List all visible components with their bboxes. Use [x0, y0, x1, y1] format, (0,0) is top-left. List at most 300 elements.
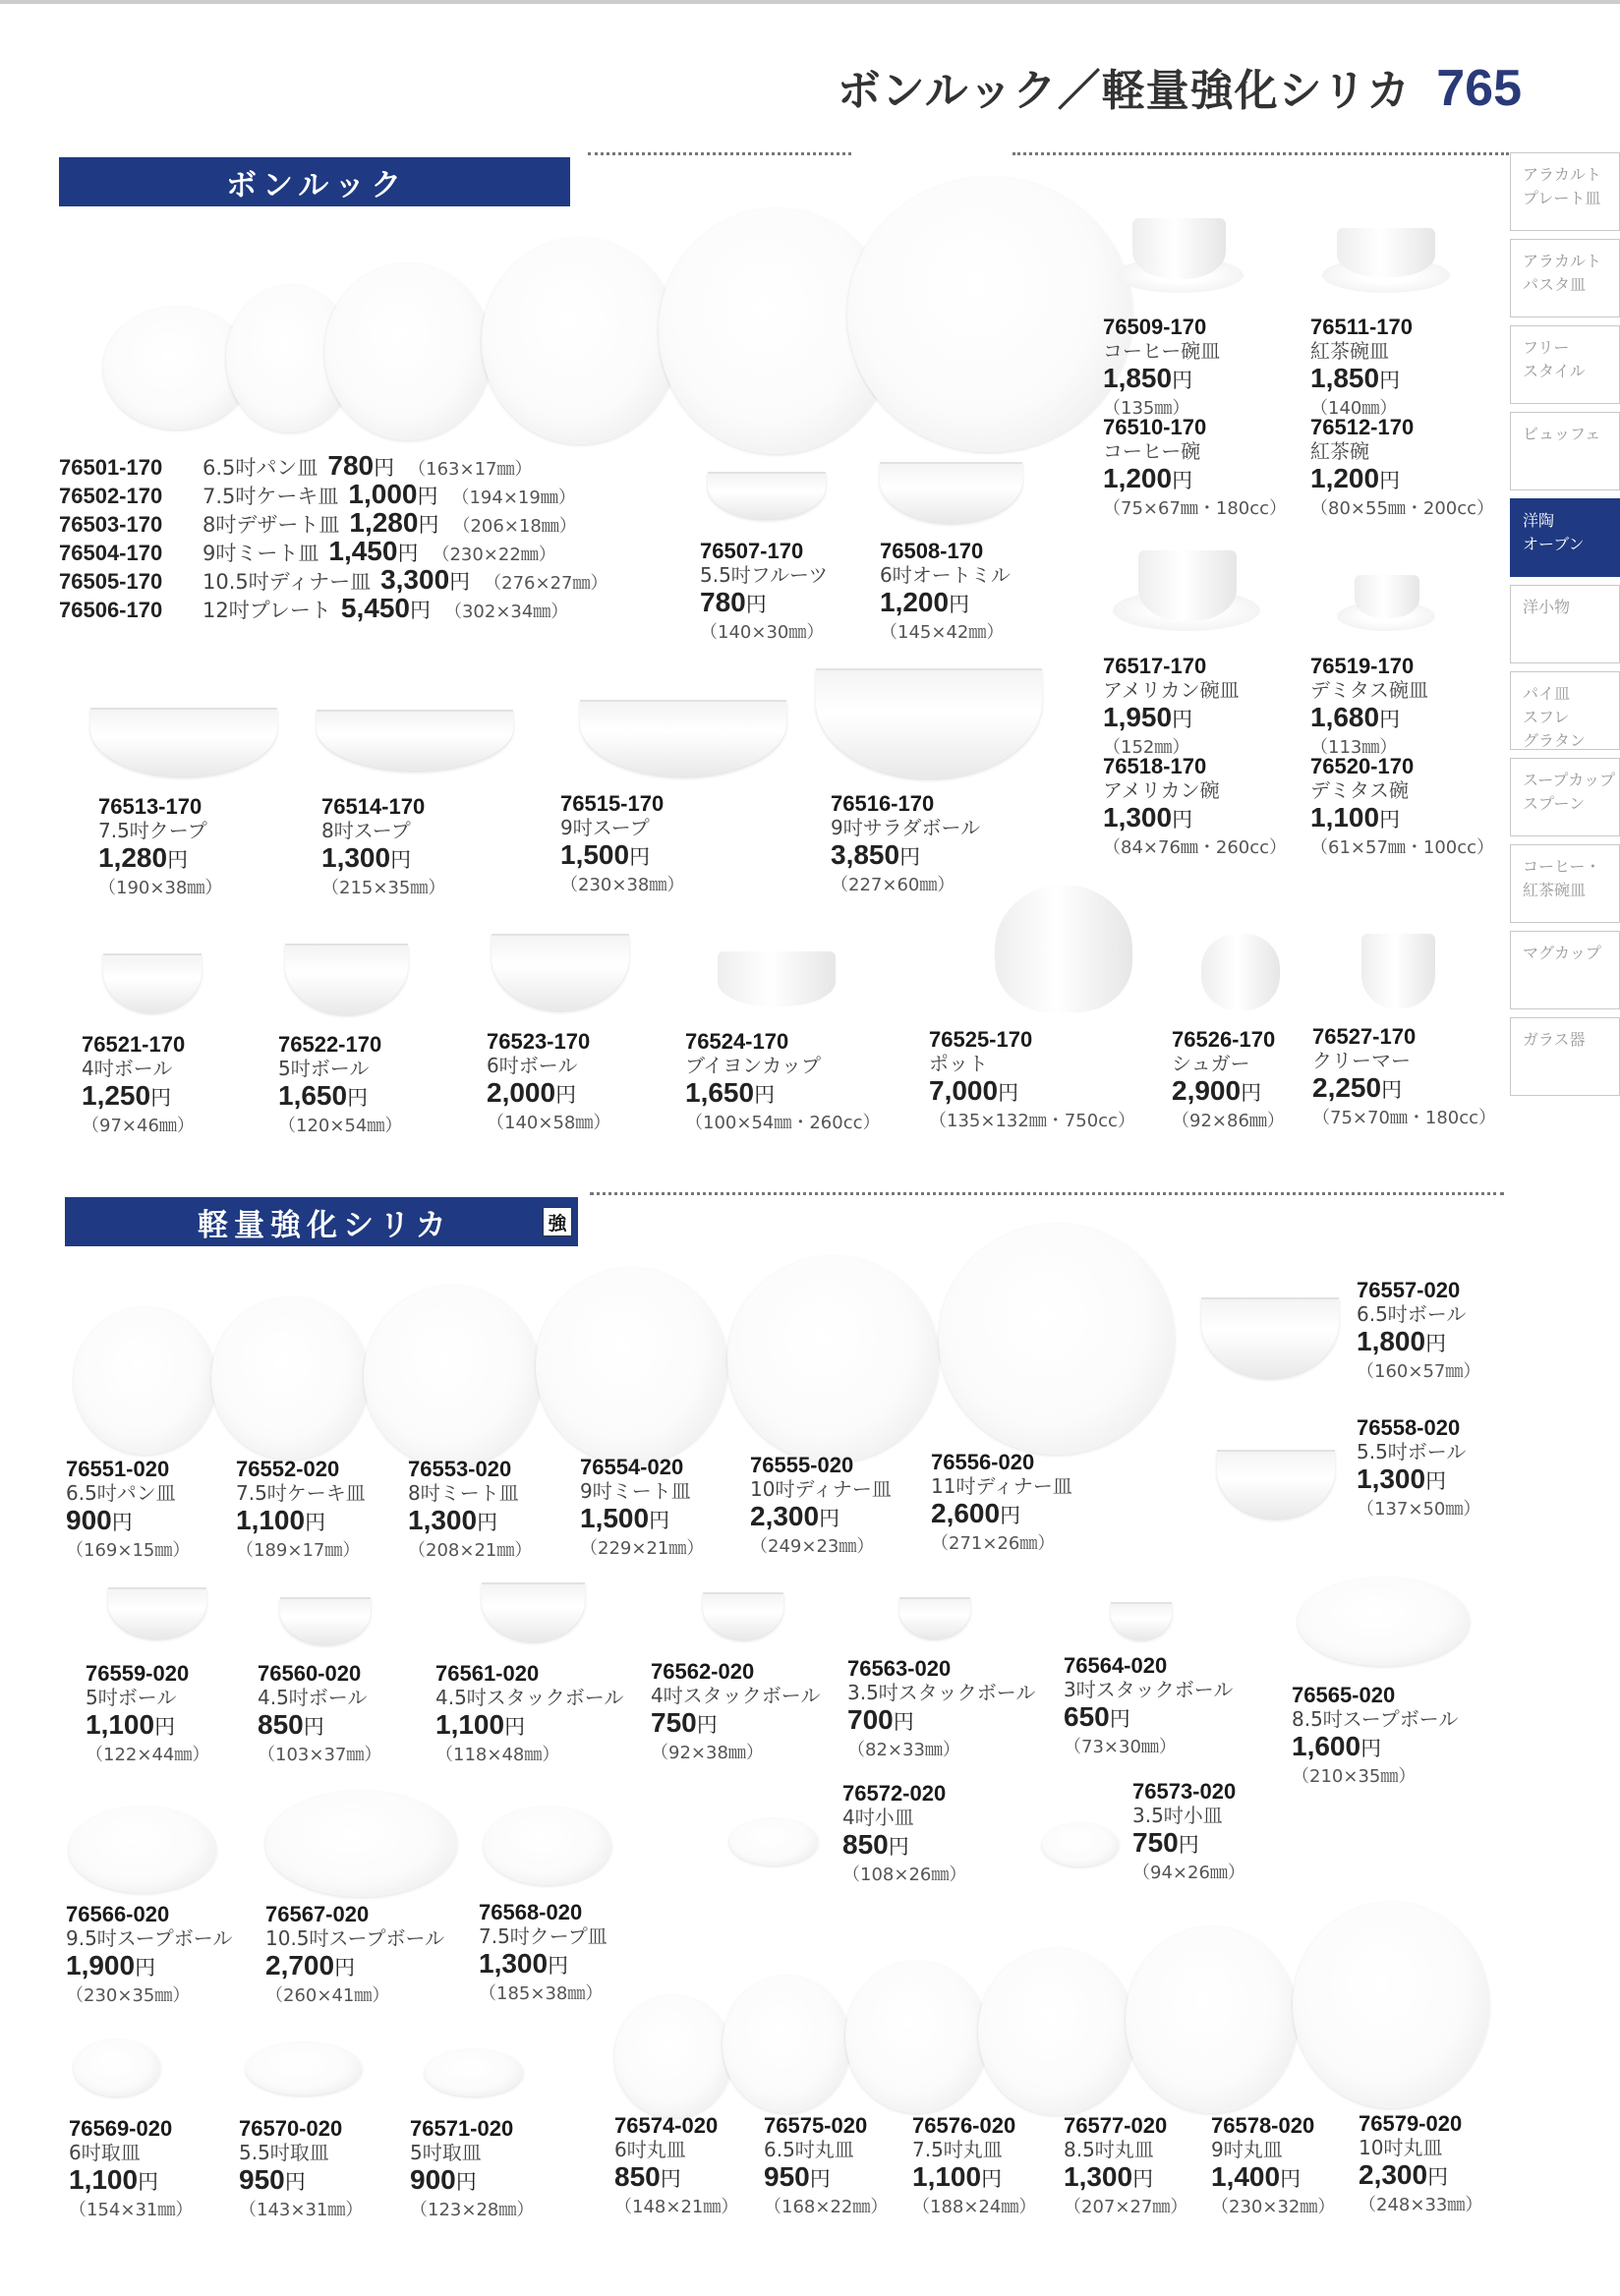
- product-size: （190×38㎜）: [98, 878, 223, 898]
- product-label: [764, 2113, 888, 2219]
- product-name: 6.5吋パン皿: [66, 1481, 176, 1505]
- product-yen: 円: [819, 1508, 840, 1530]
- product-price: 750: [1132, 1827, 1179, 1858]
- product-code: 76515-170: [560, 791, 665, 816]
- product-size: （169×15㎜）: [66, 1540, 191, 1561]
- cup-photo: [718, 951, 836, 1006]
- plate-photo: [727, 1256, 939, 1463]
- product-price-line: [1310, 803, 1494, 835]
- product-name: ポット: [929, 1052, 988, 1075]
- product-yen: 円: [417, 485, 438, 508]
- product-yen: 円: [397, 542, 419, 565]
- product-yen: 円: [1381, 1079, 1403, 1102]
- product-name: 10吋ディナー皿: [750, 1477, 892, 1501]
- plate-photo: [845, 1961, 988, 2113]
- product-code: 76518-170: [1103, 754, 1207, 778]
- plate-photo: [939, 1224, 1175, 1455]
- plate-photo: [482, 238, 678, 444]
- product-name: 6.5吋パン皿: [202, 456, 318, 480]
- product-name: 5吋ボール: [278, 1057, 370, 1080]
- product-name: クリーマー: [1312, 1049, 1411, 1072]
- product-price: 1,850: [1103, 363, 1173, 393]
- product-yen: 円: [284, 2171, 306, 2194]
- product-label: [1103, 654, 1240, 760]
- product-yen: 円: [696, 1714, 718, 1737]
- plate-photo: [723, 1976, 850, 2113]
- product-code: 76576-020: [912, 2113, 1016, 2138]
- product-yen: 円: [1379, 470, 1401, 492]
- product-name: 4.5吋ボール: [258, 1686, 368, 1709]
- product-yen: 円: [548, 1955, 569, 1978]
- product-price: 1,100: [69, 2164, 139, 2195]
- product-name: 5.5吋フルーツ: [700, 563, 829, 587]
- product-size: （160×57㎜）: [1357, 1361, 1481, 1382]
- product-price: 780: [700, 587, 746, 617]
- product-size: （271×26㎜）: [931, 1533, 1056, 1554]
- product-name: 9吋スープ: [560, 816, 650, 839]
- product-yen: 円: [754, 1084, 776, 1107]
- product-price: 1,100: [86, 1709, 155, 1740]
- product-code: 76563-020: [847, 1656, 952, 1681]
- product-name: 6吋丸皿: [614, 2138, 686, 2161]
- product-price-line: [847, 1705, 1035, 1738]
- product-yen: 円: [305, 1512, 326, 1534]
- product-yen: 円: [111, 1512, 133, 1534]
- product-yen: 円: [1172, 709, 1193, 731]
- bowl-photo: [1298, 1578, 1470, 1666]
- dotted-divider: [588, 152, 851, 155]
- product-label: [880, 539, 1011, 645]
- product-size: （210×35㎜）: [1292, 1766, 1417, 1787]
- product-price: 1,280: [349, 507, 419, 538]
- product-yen: 円: [949, 594, 970, 616]
- product-label: [1310, 315, 1413, 421]
- product-name: 10吋丸皿: [1359, 2136, 1443, 2159]
- product-code: 76562-020: [651, 1659, 755, 1684]
- product-size: （215×35㎜）: [321, 878, 446, 898]
- product-code: 76516-170: [831, 791, 935, 816]
- product-name: コーヒー碗皿: [1103, 339, 1221, 363]
- product-price: 900: [66, 1505, 112, 1535]
- product-price-line: [69, 2165, 193, 2198]
- product-label: [66, 1457, 190, 1563]
- product-yen: 円: [477, 1512, 498, 1534]
- side-tab[interactable]: 洋小物: [1510, 585, 1620, 663]
- product-price: 850: [614, 2161, 661, 2192]
- product-code: 76524-170: [685, 1029, 789, 1054]
- product-code: 76507-170: [700, 539, 804, 563]
- product-name: シュガー: [1172, 1052, 1250, 1075]
- product-price: 2,250: [1312, 1072, 1382, 1103]
- product-price: 1,850: [1310, 363, 1380, 393]
- product-yen: 円: [135, 1957, 156, 1980]
- dish-photo: [1042, 1823, 1119, 1866]
- side-tab[interactable]: アラカルト プレート皿: [1510, 152, 1620, 231]
- product-price-line: [239, 2165, 363, 2198]
- product-price: 780: [327, 450, 375, 481]
- product-code: 76560-020: [258, 1661, 362, 1686]
- product-name: 5.5吋取皿: [239, 2141, 329, 2164]
- product-price: 2,300: [750, 1501, 820, 1531]
- product-name: 3.5吋小皿: [1132, 1804, 1223, 1827]
- product-price: 1,500: [580, 1503, 650, 1533]
- product-yen: 円: [1427, 2166, 1449, 2189]
- product-price-line: [1357, 1327, 1480, 1359]
- product-size: （145×42㎜）: [880, 622, 1005, 643]
- product-price: 1,650: [278, 1080, 348, 1111]
- product-size: （73×30㎜）: [1064, 1737, 1177, 1757]
- product-name: 紅茶碗皿: [1310, 339, 1389, 363]
- side-tab[interactable]: コーヒー・ 紅茶碗皿: [1510, 844, 1620, 923]
- product-yen: 円: [504, 1716, 526, 1739]
- product-size: （100×54㎜・260cc）: [685, 1113, 881, 1133]
- product-price-line: [1310, 464, 1494, 496]
- bowl-photo: [1111, 1602, 1172, 1639]
- bowl-photo: [708, 472, 826, 519]
- product-price: 1,200: [1103, 463, 1173, 493]
- product-code: 76571-020: [410, 2116, 514, 2141]
- side-tab[interactable]: ビュッフェ: [1510, 412, 1620, 490]
- product-price: 1,100: [1310, 802, 1380, 832]
- side-tab[interactable]: スープカップ スプーン: [1510, 758, 1620, 836]
- product-code: 76570-020: [239, 2116, 343, 2141]
- product-yen: 円: [1172, 370, 1193, 392]
- product-price-line: [842, 1830, 966, 1863]
- product-size: （135㎜）: [1103, 398, 1190, 419]
- side-tab[interactable]: マグカップ: [1510, 931, 1620, 1009]
- product-price: 2,000: [487, 1077, 556, 1108]
- product-size: （207×27㎜）: [1064, 2197, 1188, 2217]
- dish-photo: [425, 2049, 523, 2096]
- plate-photo: [74, 1307, 216, 1455]
- product-size: （185×38㎜）: [479, 1983, 604, 2004]
- product-price: 950: [239, 2164, 285, 2195]
- product-label: [1292, 1683, 1458, 1789]
- side-tab[interactable]: パイ皿 スフレ グラタン: [1510, 671, 1620, 750]
- product-name: 9吋ミート皿: [202, 542, 319, 565]
- product-price: 1,250: [82, 1080, 151, 1111]
- product-code: 76564-020: [1064, 1653, 1168, 1678]
- product-price-line: [1359, 2160, 1482, 2193]
- product-name: コーヒー碗: [1103, 439, 1201, 463]
- product-price: 3,300: [380, 564, 450, 595]
- product-code: 76517-170: [1103, 654, 1207, 678]
- product-size: （103×37㎜）: [258, 1745, 382, 1765]
- product-yen: 円: [1172, 470, 1193, 492]
- product-label: [842, 1781, 966, 1887]
- product-name: 7.5吋クープ: [98, 819, 207, 842]
- product-yen: 円: [334, 1957, 356, 1980]
- product-name: 7.5吋ケーキ皿: [202, 485, 339, 508]
- section-band-silica: [65, 1197, 578, 1246]
- product-price-line: [1064, 1702, 1233, 1735]
- product-code: 76553-020: [408, 1457, 512, 1481]
- product-price-line: [764, 2162, 888, 2195]
- product-label: [651, 1659, 820, 1765]
- page-header: [838, 55, 1522, 118]
- dish-photo: [246, 2042, 362, 2095]
- product-price-line: [278, 1081, 402, 1114]
- product-price-line: [479, 1949, 608, 1981]
- product-code: 76566-020: [66, 1902, 170, 1926]
- bowl-photo: [103, 953, 202, 1012]
- product-yen: 円: [154, 1716, 176, 1739]
- product-price-line: [651, 1708, 820, 1741]
- product-price: 900: [410, 2164, 456, 2195]
- cup-photo: [1138, 550, 1237, 621]
- product-price-line: [1132, 1828, 1245, 1861]
- product-price: 1,300: [1064, 2161, 1133, 2192]
- product-label: [435, 1661, 623, 1767]
- side-tabs: [1510, 152, 1620, 1104]
- product-label: [1310, 754, 1494, 860]
- sugar-photo: [1201, 934, 1280, 1010]
- product-code: 76522-170: [278, 1032, 382, 1057]
- side-tab[interactable]: アラカルト パスタ皿: [1510, 239, 1620, 317]
- page-title: ボンルック／軽量強化シリカ: [837, 66, 1412, 116]
- product-name: 5.5吋ボール: [1357, 1440, 1467, 1464]
- product-size: （94×26㎜）: [1132, 1863, 1245, 1883]
- product-price-line: [700, 588, 828, 620]
- product-price: 950: [764, 2161, 810, 2192]
- product-size: （154×31㎜）: [69, 2200, 194, 2220]
- dotted-divider: [590, 1192, 1504, 1195]
- section-title: 軽量強化シリカ: [198, 1207, 452, 1243]
- product-price: 850: [258, 1709, 304, 1740]
- product-price-line: [408, 1506, 532, 1538]
- plate-photo: [1293, 1902, 1489, 2108]
- bowl-photo: [280, 1597, 371, 1644]
- product-size: （82×33㎜）: [847, 1740, 960, 1760]
- product-yen: 円: [1360, 1738, 1382, 1760]
- product-price-line: [82, 1081, 195, 1114]
- product-yen: 円: [1132, 2168, 1154, 2191]
- side-tab[interactable]: 洋陶 オーブン: [1510, 498, 1620, 577]
- product-name: 10.5吋ディナー皿: [202, 570, 372, 594]
- product-code: 76558-020: [1357, 1415, 1461, 1440]
- product-label: [1312, 1024, 1496, 1130]
- product-name: 4.5吋スタックボール: [435, 1686, 624, 1709]
- product-yen: 円: [418, 513, 439, 537]
- product-code: 76520-170: [1310, 754, 1415, 778]
- product-price-line: [1310, 364, 1413, 396]
- product-yen: 円: [1109, 1708, 1130, 1731]
- product-price: 1,650: [685, 1077, 755, 1108]
- product-size: （80×55㎜・200cc）: [1310, 498, 1495, 519]
- product-yen: 円: [167, 849, 189, 872]
- product-name: 3.5吋スタックボール: [847, 1681, 1036, 1704]
- product-price-line: [321, 843, 445, 876]
- product-yen: 円: [888, 1836, 909, 1859]
- product-name: 4吋スタックボール: [651, 1684, 821, 1707]
- product-price-line: [1064, 2162, 1187, 2195]
- product-yen: 円: [1000, 1505, 1021, 1527]
- product-price: 1,600: [1292, 1731, 1361, 1761]
- product-price-line: [929, 1076, 1135, 1109]
- product-price: 2,300: [1359, 2159, 1428, 2190]
- product-size: （75×67㎜・180cc）: [1103, 498, 1288, 519]
- product-name: 4吋小皿: [842, 1806, 914, 1829]
- product-price-line: [1103, 364, 1220, 396]
- dish-photo: [729, 1818, 818, 1866]
- product-size: （140㎜）: [1310, 398, 1398, 419]
- list-item: [59, 593, 568, 622]
- top-rule: [0, 0, 1620, 4]
- product-price: 1,950: [1103, 702, 1173, 732]
- product-size: （75×70㎜・180cc）: [1312, 1108, 1497, 1128]
- product-price-line: [265, 1951, 444, 1983]
- product-price: 1,900: [66, 1950, 136, 1980]
- strength-badge: 強: [543, 1207, 572, 1236]
- product-code: 76521-170: [82, 1032, 186, 1057]
- product-label: [1064, 2113, 1187, 2219]
- product-name: 10.5吋スープボール: [265, 1926, 445, 1950]
- product-size: （249×23㎜）: [750, 1536, 875, 1557]
- product-label: [1310, 654, 1428, 760]
- product-code: 76509-170: [1103, 315, 1207, 339]
- product-code: 76503-170: [59, 512, 163, 537]
- pot-photo: [995, 885, 1132, 1012]
- product-name: ブイヨンカップ: [685, 1054, 821, 1077]
- product-label: [614, 2113, 738, 2219]
- cup-photo: [1337, 228, 1435, 277]
- product-size: （248×33㎜）: [1359, 2195, 1483, 2215]
- product-size: （97×46㎜）: [82, 1116, 195, 1136]
- product-code: 76514-170: [321, 794, 426, 819]
- product-price: 1,800: [1357, 1326, 1426, 1356]
- product-price-line: [66, 1506, 190, 1538]
- product-yen: 円: [374, 456, 395, 480]
- product-price: 2,600: [931, 1498, 1001, 1528]
- product-price-line: [1103, 703, 1240, 735]
- product-name: 9.5吋スープボール: [66, 1926, 233, 1950]
- product-yen: 円: [629, 846, 651, 869]
- product-size: （108×26㎜）: [842, 1865, 967, 1885]
- product-code: 76559-020: [86, 1661, 190, 1686]
- product-yen: 円: [1280, 2168, 1302, 2191]
- product-size: （230×35㎜）: [66, 1985, 191, 2006]
- product-price-line: [560, 840, 684, 873]
- side-tab[interactable]: ガラス器: [1510, 1017, 1620, 1096]
- product-price: 650: [1064, 1701, 1110, 1732]
- product-price-line: [685, 1078, 881, 1111]
- product-name: 8吋ミート皿: [408, 1481, 519, 1505]
- product-code: 76578-020: [1211, 2113, 1315, 2138]
- plate-photo: [1126, 1926, 1298, 2113]
- product-size: （123×28㎜）: [410, 2200, 535, 2220]
- product-price: 1,100: [435, 1709, 505, 1740]
- product-label: [321, 794, 445, 900]
- product-name: 9吋ミート皿: [580, 1479, 691, 1503]
- product-code: 76574-020: [614, 2113, 719, 2138]
- product-label: [929, 1027, 1135, 1133]
- plate-photo: [978, 1948, 1135, 2115]
- product-yen: 円: [1425, 1470, 1447, 1493]
- product-name: 7.5吋ケーキ皿: [236, 1481, 366, 1505]
- product-size: （137×50㎜）: [1357, 1499, 1481, 1520]
- product-size: （122×44㎜）: [86, 1745, 210, 1765]
- product-yen: 円: [899, 846, 921, 869]
- product-label: [847, 1656, 1035, 1762]
- product-code: 76556-020: [931, 1450, 1035, 1474]
- product-price: 7,000: [929, 1075, 999, 1106]
- product-code: 76551-020: [66, 1457, 170, 1481]
- list-item: [59, 479, 576, 508]
- bowl-photo: [816, 668, 1042, 778]
- product-size: （230×32㎜）: [1211, 2197, 1336, 2217]
- product-price: 5,450: [340, 593, 410, 623]
- product-label: [1064, 1653, 1233, 1759]
- product-yen: 円: [1425, 1333, 1447, 1355]
- product-label: [1172, 1027, 1285, 1133]
- product-yen: 円: [1241, 1082, 1262, 1105]
- product-price: 1,300: [408, 1505, 478, 1535]
- plate-photo: [324, 263, 492, 440]
- product-name: 8.5吋丸皿: [1064, 2138, 1154, 2161]
- product-size: （152㎜）: [1103, 737, 1190, 758]
- product-yen: 円: [981, 2168, 1003, 2191]
- product-price-line: [912, 2162, 1036, 2195]
- product-price-line: [236, 1506, 366, 1538]
- product-name: デミタス碗皿: [1310, 678, 1428, 702]
- product-label: [685, 1029, 881, 1135]
- product-price: 1,300: [479, 1948, 549, 1979]
- product-price: 850: [842, 1829, 889, 1860]
- list-item: [59, 507, 577, 537]
- product-price: 1,200: [880, 587, 950, 617]
- product-label: [66, 1902, 232, 2008]
- product-code: 76523-170: [487, 1029, 591, 1054]
- product-size: （168×22㎜）: [764, 2197, 889, 2217]
- product-name: 12吋プレート: [202, 599, 331, 622]
- bowl-photo: [580, 700, 786, 776]
- product-name: 6吋取皿: [69, 2141, 141, 2164]
- product-price-line: [1103, 464, 1287, 496]
- product-label: [912, 2113, 1036, 2219]
- product-name: 5吋取皿: [410, 2141, 482, 2164]
- product-label: [1211, 2113, 1335, 2219]
- product-name: 6吋オートミル: [880, 563, 1011, 587]
- product-yen: 円: [649, 1510, 670, 1532]
- product-price-line: [880, 588, 1011, 620]
- list-item: [59, 564, 608, 594]
- section-band-bonlook: [59, 157, 570, 206]
- product-code: 76511-170: [1310, 315, 1413, 339]
- product-code: 76512-170: [1310, 415, 1415, 439]
- product-label: [1357, 1415, 1480, 1521]
- page-number: 765: [1436, 60, 1522, 117]
- product-size: （230×38㎜）: [560, 875, 685, 895]
- product-size: （140×58㎜）: [487, 1113, 611, 1133]
- side-tab[interactable]: フリー スタイル: [1510, 325, 1620, 404]
- product-label: [831, 791, 980, 897]
- product-size: （92×38㎜）: [651, 1743, 764, 1763]
- product-name: 4吋ボール: [82, 1057, 173, 1080]
- product-label: [410, 2116, 534, 2222]
- product-label: [278, 1032, 402, 1138]
- product-price-line: [98, 843, 222, 876]
- product-price-line: [614, 2162, 738, 2195]
- product-code: 76505-170: [59, 569, 163, 594]
- plate-photo: [211, 1297, 369, 1460]
- product-price-line: [831, 840, 980, 873]
- product-yen: 円: [1379, 809, 1401, 832]
- product-code: 76561-020: [435, 1661, 540, 1686]
- product-size: （206×18㎜）: [452, 516, 577, 537]
- product-size: （260×41㎜）: [265, 1985, 390, 2006]
- product-code: 76508-170: [880, 539, 984, 563]
- product-label: [1310, 415, 1494, 521]
